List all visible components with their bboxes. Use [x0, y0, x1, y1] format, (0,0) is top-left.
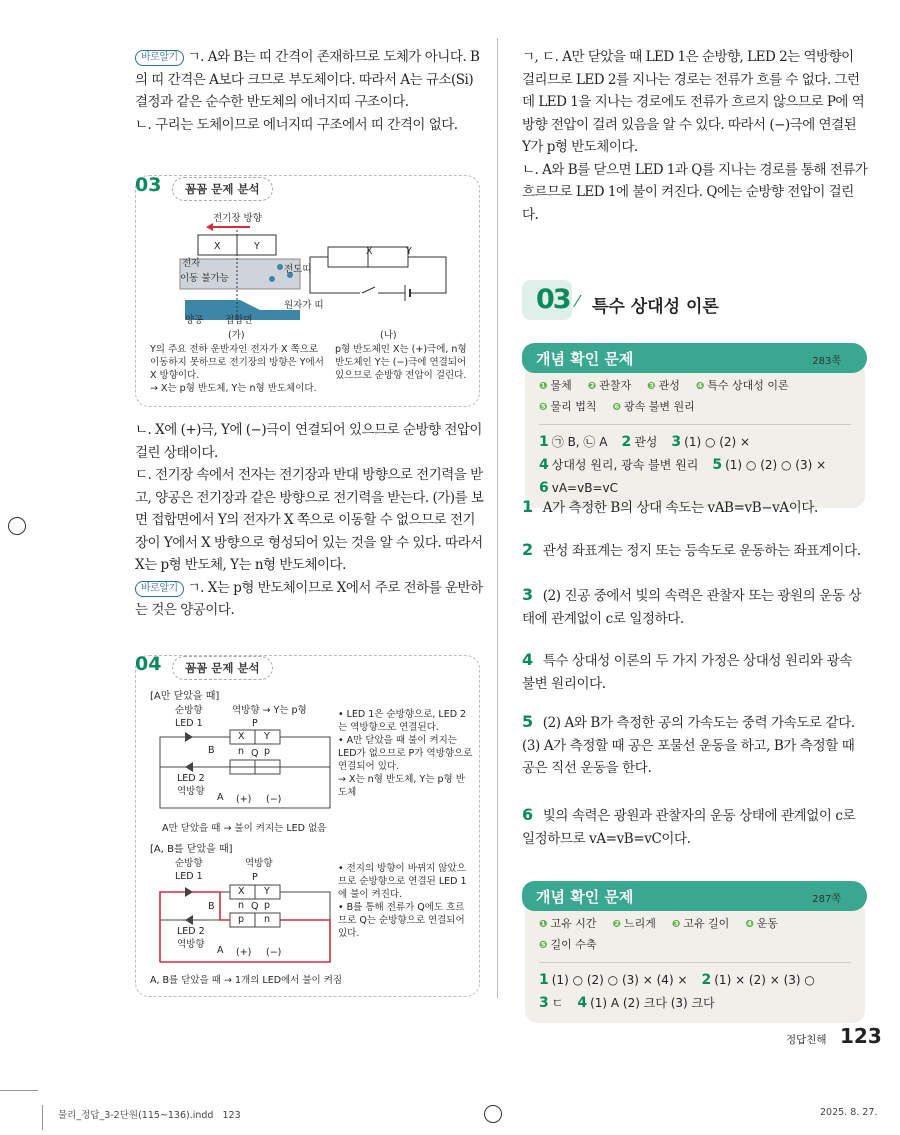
label: 순방향 [175, 705, 203, 716]
keyword [672, 914, 729, 935]
item-number: ❷ [612, 919, 621, 930]
crop-mark [0, 1090, 38, 1091]
label: p [264, 900, 271, 911]
item-number: 5 [522, 712, 533, 731]
label: X [238, 886, 245, 897]
explanation-paragraph: ㄷ. 전기장 속에서 전자는 전기장과 반대 방향으로 전기력을 받고, 양공은 전기장과 같은 방향으로 전기력을 받는다. (가)를 보면 접합면에서 Y의 전자가 X 쪽으로 이동할 수 없으므로 전기장이 Y에서 X 방향으로 형성되어 있는 것을 알 수 있다. 따라서 X는 p형 반도체, Y는 n형 반도체이다. [135, 467, 484, 573]
item-number: 4 [522, 650, 533, 669]
item-text: 관성 좌표계는 정지 또는 등속도로 운동하는 좌표계이다. [542, 543, 861, 559]
label: Y [264, 886, 270, 897]
label: Y [264, 731, 270, 742]
item-text: (1) ○ (2) ○ (3) × [725, 458, 827, 472]
item-text: 느리게 [623, 917, 656, 930]
item-number: ❹ [745, 919, 754, 930]
explanation-block [522, 46, 868, 226]
correction-badge: 바로알기 [135, 50, 184, 66]
keyword [539, 397, 596, 418]
label: P [252, 718, 258, 729]
explanation-paragraph [135, 577, 485, 622]
text: Y의 주요 전하 운반자인 전자가 X 쪽으로 이동하지 못하므로 전기장의 방향은 Y에서 X 방향이다. [150, 344, 324, 381]
file-slug: 물리_정답_3-2단원(115~136).indd 123 [58, 1110, 241, 1121]
analysis-tag: 꼼꼼 문제 분석 [172, 177, 273, 201]
question-number: 03 [135, 174, 162, 196]
label: Y [254, 241, 260, 252]
label: 전도띠 [284, 264, 312, 275]
item-number: 2 [621, 434, 632, 450]
item-number: 4 [577, 995, 588, 1011]
label: X [238, 731, 245, 742]
note: p형 반도체인 X는 (+)극에, n형 반도체인 Y는 (−)극에 연결되어 있으므로 순방향 전압이 걸린다. [335, 344, 467, 381]
item-text: (2) A와 B가 측정한 공의 가속도는 중력 가속도로 같다. (3) A가 측정할 때 공은 포물선 운동을 하고, B가 측정할 때 공은 직선 운동을 한다. [522, 715, 855, 776]
column-divider [497, 38, 498, 998]
explanation-block [135, 46, 485, 136]
item-text: 관성 [634, 435, 658, 449]
item-number: 1 [539, 434, 549, 450]
item-number: ❻ [612, 402, 621, 413]
text: ㄱ. X는 p형 반도체이므로 X에서 주로 전하를 운반하는 것은 양공이다. [135, 579, 483, 618]
item-text: 광속 불변 원리 [623, 400, 695, 413]
concept-check-box [525, 362, 865, 508]
registration-mark-icon [8, 517, 26, 535]
label: LED 1 [175, 871, 203, 882]
item-number: 1 [539, 972, 549, 988]
concept-check-box [525, 900, 865, 1023]
item-text: 물체 [550, 379, 572, 392]
keyword [647, 376, 680, 397]
circuit-title: [A, B를 닫았을 때] [150, 844, 233, 855]
item-number: ❶ [539, 381, 548, 392]
label: A [217, 792, 224, 803]
keyword [745, 914, 778, 935]
label: 역방향 → Y는 p형 [232, 705, 307, 716]
answer [671, 431, 750, 454]
notes [338, 708, 473, 799]
note: → X는 n형 반도체, Y는 p형 반도체 [338, 774, 465, 798]
note: • A만 닫았을 때 불이 켜지는 LED가 없으므로 P가 역방향으로 연결되어 있다. [338, 735, 473, 772]
item-text: ㉠ B, ㉡ A [551, 435, 608, 449]
keyword [539, 376, 572, 397]
caption: A만 닫았을 때 → 불이 켜지는 LED 없음 [162, 823, 327, 834]
item-text: 특수 상대성 이론 [707, 379, 789, 392]
item-number: 6 [522, 805, 533, 824]
item-text: (1) × (2) × (3) ○ [714, 973, 815, 987]
answer [621, 431, 657, 454]
concept-check-header [522, 343, 867, 373]
label: (가) [228, 330, 245, 341]
label: p [264, 746, 271, 757]
answer [539, 454, 698, 477]
label: X [214, 241, 221, 252]
label: (+) [236, 794, 252, 805]
label: 역방향 [177, 939, 205, 950]
analysis-tag: 꼼꼼 문제 분석 [172, 656, 273, 680]
label: (+) [236, 947, 252, 958]
label: 원자가 띠 [284, 300, 324, 311]
keyword [612, 397, 694, 418]
label: (나) [380, 330, 397, 341]
item-number: ❷ [587, 381, 597, 392]
slash-icon: ⁄ [576, 292, 579, 311]
keyword [539, 914, 596, 935]
item-number: ❹ [695, 381, 705, 392]
item-number: 5 [712, 457, 723, 473]
label: 이동 불가능 [180, 273, 229, 284]
crop-mark [42, 1105, 43, 1130]
note [150, 343, 325, 395]
answer-explanation [522, 804, 868, 850]
label: 접합면 [225, 315, 253, 326]
concept-check-header [522, 881, 867, 911]
header-title: 개념 확인 문제 [536, 888, 634, 906]
item-text: 상대성 원리, 광속 불변 원리 [551, 458, 699, 472]
keyword [539, 935, 596, 956]
answer [539, 992, 563, 1015]
answer-explanation [522, 711, 868, 780]
label: LED 2 [177, 926, 205, 937]
label: 양공 [185, 315, 204, 326]
circuit-title: [A만 닫았을 때] [150, 691, 220, 702]
item-text: (1) A (2) 크다 (3) 크다 [590, 996, 715, 1010]
explanation-paragraph: ㄱ, ㄷ. A만 닫았을 때 LED 1은 순방향, LED 2는 역방향이 걸리므로 LED 2를 지나는 경로는 전류가 흐를 수 없다. 그런데 LED 1을 지나는 경로에도 전류가 흐르지 않으므로 P에 역방향 전압이 걸려 있음을 알 수 있다. 따라서 (−)극에 연결된 Y가 p형 반도체이다. [522, 49, 865, 155]
answer [539, 969, 688, 992]
item-number: 2 [701, 972, 712, 988]
item-text: 운동 [756, 917, 779, 930]
item-number: ❺ [539, 402, 548, 413]
label: n [264, 914, 271, 925]
item-text: vA=vB=vC [551, 481, 618, 495]
answer [702, 969, 815, 992]
explanation-paragraph: ㄴ. 구리는 도체이므로 에너지띠 구조에서 띠 간격이 없다. [135, 116, 458, 133]
section-number: 03 [536, 284, 570, 315]
header-title: 개념 확인 문제 [536, 350, 634, 368]
item-number: 2 [522, 540, 533, 559]
item-text: (1) ○ (2) × [684, 435, 751, 449]
label: 역방향 [177, 786, 205, 797]
answer-explanation [522, 649, 868, 695]
footer-label: 정답친해 [786, 1034, 827, 1046]
label: (−) [266, 794, 282, 805]
page-number: 123 [840, 1024, 882, 1048]
answer [539, 431, 607, 454]
explanation-paragraph: ㄴ. X에 (+)극, Y에 (−)극이 연결되어 있으므로 순방향 전압이 걸린 상태이다. [135, 422, 482, 461]
section-title: 특수 상대성 이론 [592, 297, 719, 317]
item-text: 특수 상대성 이론의 두 가지 가정은 상대성 원리와 광속 불변 원리이다. [522, 653, 852, 692]
explanation-paragraph: ㄴ. A와 B를 닫으면 LED 1과 Q를 지나는 경로를 통해 전류가 흐르므로 LED 1에 불이 켜진다. Q에는 순방향 전압이 걸린다. [522, 161, 868, 223]
label: n [238, 900, 245, 911]
label: Q [251, 901, 259, 912]
label: 전기장 방향 [213, 213, 262, 224]
text: ㄱ. A와 B는 띠 간격이 존재하므로 도체가 아니다. B의 띠 간격은 A보다 크므로 부도체이다. 따라서 A는 규소(Si) 결정과 같은 순수한 반도체의 에너지띠 구조이다. [135, 49, 480, 110]
item-text: 빛의 속력은 광원과 관찰자의 운동 상태에 관계없이 c로 일정하므로 vA=vB=vC이다. [522, 808, 856, 847]
item-text: 길이 수축 [550, 938, 597, 951]
answer-explanation [522, 539, 868, 563]
label: p [238, 914, 245, 925]
label: n [238, 746, 245, 757]
answer-explanation [522, 584, 868, 630]
item-text: (2) 진공 중에서 빛의 속력은 관찰자 또는 광원의 운동 상태에 관계없이 c로 일정하다. [522, 588, 862, 627]
item-text: 관찰자 [599, 379, 632, 392]
page-ref: 287쪽 [812, 894, 841, 905]
keyword [612, 914, 655, 935]
label: B [208, 901, 215, 912]
explanation-block [135, 419, 485, 622]
registration-mark-icon [484, 1105, 502, 1123]
keyword [696, 376, 789, 397]
item-text: 물리 법칙 [550, 400, 597, 413]
keyword-list [539, 376, 851, 418]
answer [577, 992, 714, 1015]
explanation-paragraph [135, 46, 485, 114]
item-text: (1) ○ (2) ○ (3) × (4) × [551, 973, 688, 987]
label: LED 1 [175, 718, 203, 729]
item-number: ❸ [647, 381, 656, 392]
label: P [252, 872, 258, 883]
label: A [217, 945, 224, 956]
answer [712, 454, 826, 477]
note: • B를 통해 전류가 Q에도 흐르므로 Q는 순방향으로 연결되어 있다. [338, 902, 465, 939]
label: B [208, 745, 215, 756]
caption: A, B를 닫았을 때 → 1개의 LED에서 불이 켜짐 [150, 975, 343, 986]
label: Q [251, 748, 259, 759]
item-number: ❸ [671, 919, 681, 930]
label: Y [406, 246, 412, 257]
label: X [366, 246, 373, 257]
correction-badge: 바로알기 [135, 581, 184, 597]
item-number: 3 [671, 434, 682, 450]
label: LED 2 [177, 773, 205, 784]
answer-explanation [522, 496, 868, 520]
keyword-list [539, 914, 851, 956]
item-number: ❺ [539, 940, 548, 951]
item-number: 3 [522, 585, 533, 604]
item-text: 고유 길이 [683, 917, 730, 930]
answer-list [539, 969, 851, 1015]
item-text: 고유 시간 [550, 917, 597, 930]
print-date: 2025. 8. 27. [820, 1107, 878, 1118]
text: → X는 p형 반도체, Y는 n형 반도체이다. [150, 383, 317, 394]
item-text: 관성 [658, 379, 680, 392]
note: • LED 1은 순방향으로, LED 2는 역방향으로 연결된다. [338, 709, 467, 733]
label: (−) [266, 947, 282, 958]
keyword [588, 376, 631, 397]
answer-list [539, 431, 851, 500]
page-ref: 283쪽 [812, 356, 841, 367]
label: 순방향 [175, 858, 203, 869]
item-number: 4 [539, 457, 549, 473]
item-text: ㄷ [551, 996, 564, 1010]
item-text: A가 측정한 B의 상대 속도는 vAB=vB−vA이다. [542, 500, 818, 516]
note: • 전지의 방향이 바뀌지 않았으므로 순방향으로 연결된 LED 1에 불이 켜진다. [338, 863, 467, 900]
question-number: 04 [135, 653, 162, 675]
item-number: 6 [539, 480, 549, 496]
item-number: 3 [539, 995, 549, 1011]
label: 전자 [182, 258, 201, 269]
item-number: ❶ [539, 919, 548, 930]
label: 역방향 [245, 858, 273, 869]
notes [338, 862, 473, 940]
item-number: 1 [522, 497, 533, 516]
